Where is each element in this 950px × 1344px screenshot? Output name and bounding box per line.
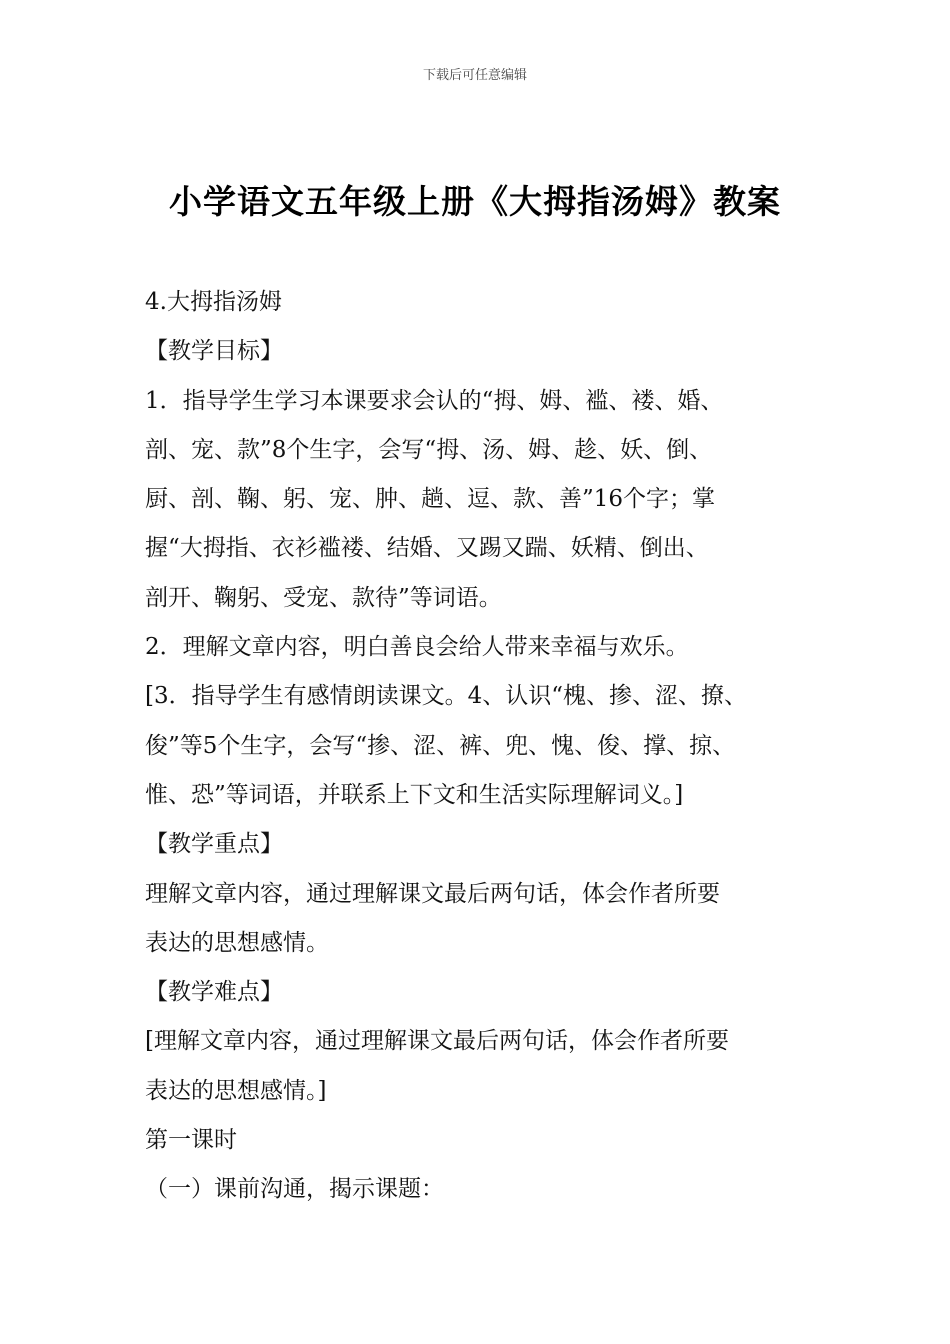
section-heading-difficulties: 【教学难点】 [145,979,283,1006]
document-title: 小学语文五年级上册《大拇指汤姆》教案 [169,182,781,221]
objective-line: 2．理解文章内容，明白善良会给人带来幸福与欢乐。 [145,634,689,661]
section-heading-objectives: 【教学目标】 [145,338,283,365]
difficulty-line: 表达的思想感情。] [145,1077,327,1104]
document-body [145,278,835,1215]
step-heading: （一）课前沟通，揭示课题： [145,1176,444,1203]
objective-line: 俊”等5个生字，会写“掺、涩、裤、兜、愧、俊、撑、掠、 [145,732,736,759]
difficulty-line: [理解文章内容，通过理解课文最后两句话，体会作者所要 [145,1028,729,1055]
key-point-line: 理解文章内容，通过理解课文最后两句话，体会作者所要 [145,880,720,907]
objective-line: 剖、宠、款”8个生字，会写“拇、汤、姆、趁、妖、倒、 [145,436,713,463]
page-header-note: 下载后可任意编辑 [422,68,527,83]
objective-line: 握“大拇指、衣衫褴褛、结婚、又踢又踹、妖精、倒出、 [145,535,709,562]
lesson-period-heading: 第一课时 [145,1127,237,1154]
objective-line: [3．指导学生有感情朗读课文。4、认识“槐、掺、涩、撩、 [145,683,747,710]
objective-line: 厨、剖、鞠、躬、宠、肿、趟、逗、款、善”16个字；掌 [145,486,716,513]
objective-line: 剖开、鞠躬、受宠、款待”等词语。 [145,584,502,611]
lesson-heading: 4.大拇指汤姆 [145,289,282,315]
objective-line: 惟、恐”等词语，并联系上下文和生活实际理解词义。] [145,781,684,808]
key-point-line: 表达的思想感情。 [145,929,329,956]
objective-line: 1．指导学生学习本课要求会认的“拇、姆、褴、褛、婚、 [145,387,724,414]
section-heading-key-points: 【教学重点】 [145,831,283,858]
